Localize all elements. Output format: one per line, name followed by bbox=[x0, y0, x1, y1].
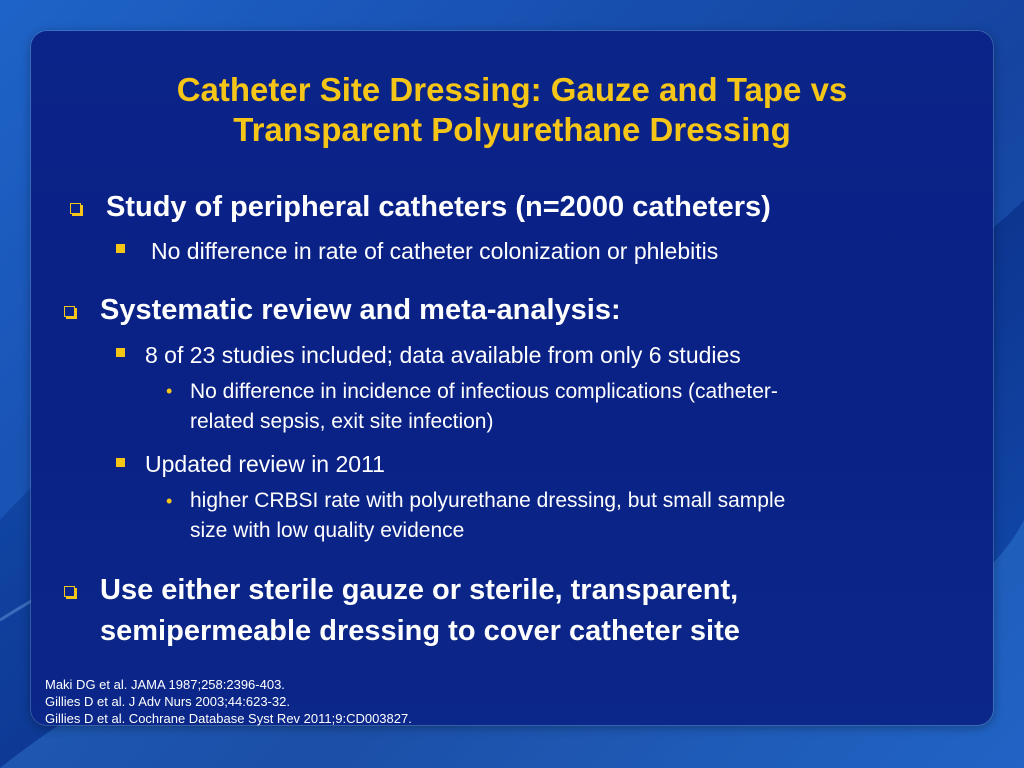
sub-bullet-studies-included: 8 of 23 studies included; data available from only 6 studies bbox=[145, 342, 741, 368]
sub-sub-bullet-crbsi-line-1: higher CRBSI rate with polyurethane dressing, but small sample bbox=[190, 489, 786, 512]
sub-bullet-updated-review: Updated review in 2011 bbox=[145, 451, 385, 477]
checkbox-bullet-icon bbox=[64, 586, 75, 597]
references bbox=[45, 676, 412, 727]
dot-bullet-icon: • bbox=[166, 491, 173, 511]
reference-1: Maki DG et al. JAMA 1987;258:2396-403. bbox=[45, 677, 285, 692]
bullet-systematic-review: Systematic review and meta-analysis: bbox=[100, 294, 621, 326]
bullet-recommendation-line-1: Use either sterile gauze or sterile, transparent, bbox=[100, 574, 739, 606]
bullet-peripheral-study: Study of peripheral catheters (n=2000 catheters) bbox=[106, 191, 771, 223]
sub-bullet-no-difference: No difference in rate of catheter colonization or phlebitis bbox=[151, 238, 719, 264]
square-bullet-icon bbox=[116, 348, 125, 357]
bullet-recommendation-line-2: semipermeable dressing to cover catheter site bbox=[100, 615, 740, 647]
reference-2: Gillies D et al. J Adv Nurs 2003;44:623-32. bbox=[45, 694, 290, 709]
square-bullet-icon bbox=[116, 244, 125, 253]
checkbox-bullet-icon bbox=[64, 306, 75, 317]
reference-3: Gillies D et al. Cochrane Database Syst Rev 2011;9:CD003827. bbox=[45, 711, 412, 726]
sub-sub-bullet-infectious-line-2: related sepsis, exit site infection) bbox=[190, 410, 494, 433]
title-line-2: Transparent Polyurethane Dressing bbox=[233, 111, 791, 148]
slide-title bbox=[60, 70, 964, 150]
sub-sub-bullet-crbsi-line-2: size with low quality evidence bbox=[190, 519, 465, 542]
checkbox-bullet-icon bbox=[70, 203, 81, 214]
square-bullet-icon bbox=[116, 458, 125, 467]
sub-sub-bullet-infectious-line-1: No difference in incidence of infectious complications (catheter- bbox=[190, 380, 778, 403]
dot-bullet-icon: • bbox=[166, 381, 173, 401]
title-line-1: Catheter Site Dressing: Gauze and Tape vs bbox=[176, 71, 848, 108]
